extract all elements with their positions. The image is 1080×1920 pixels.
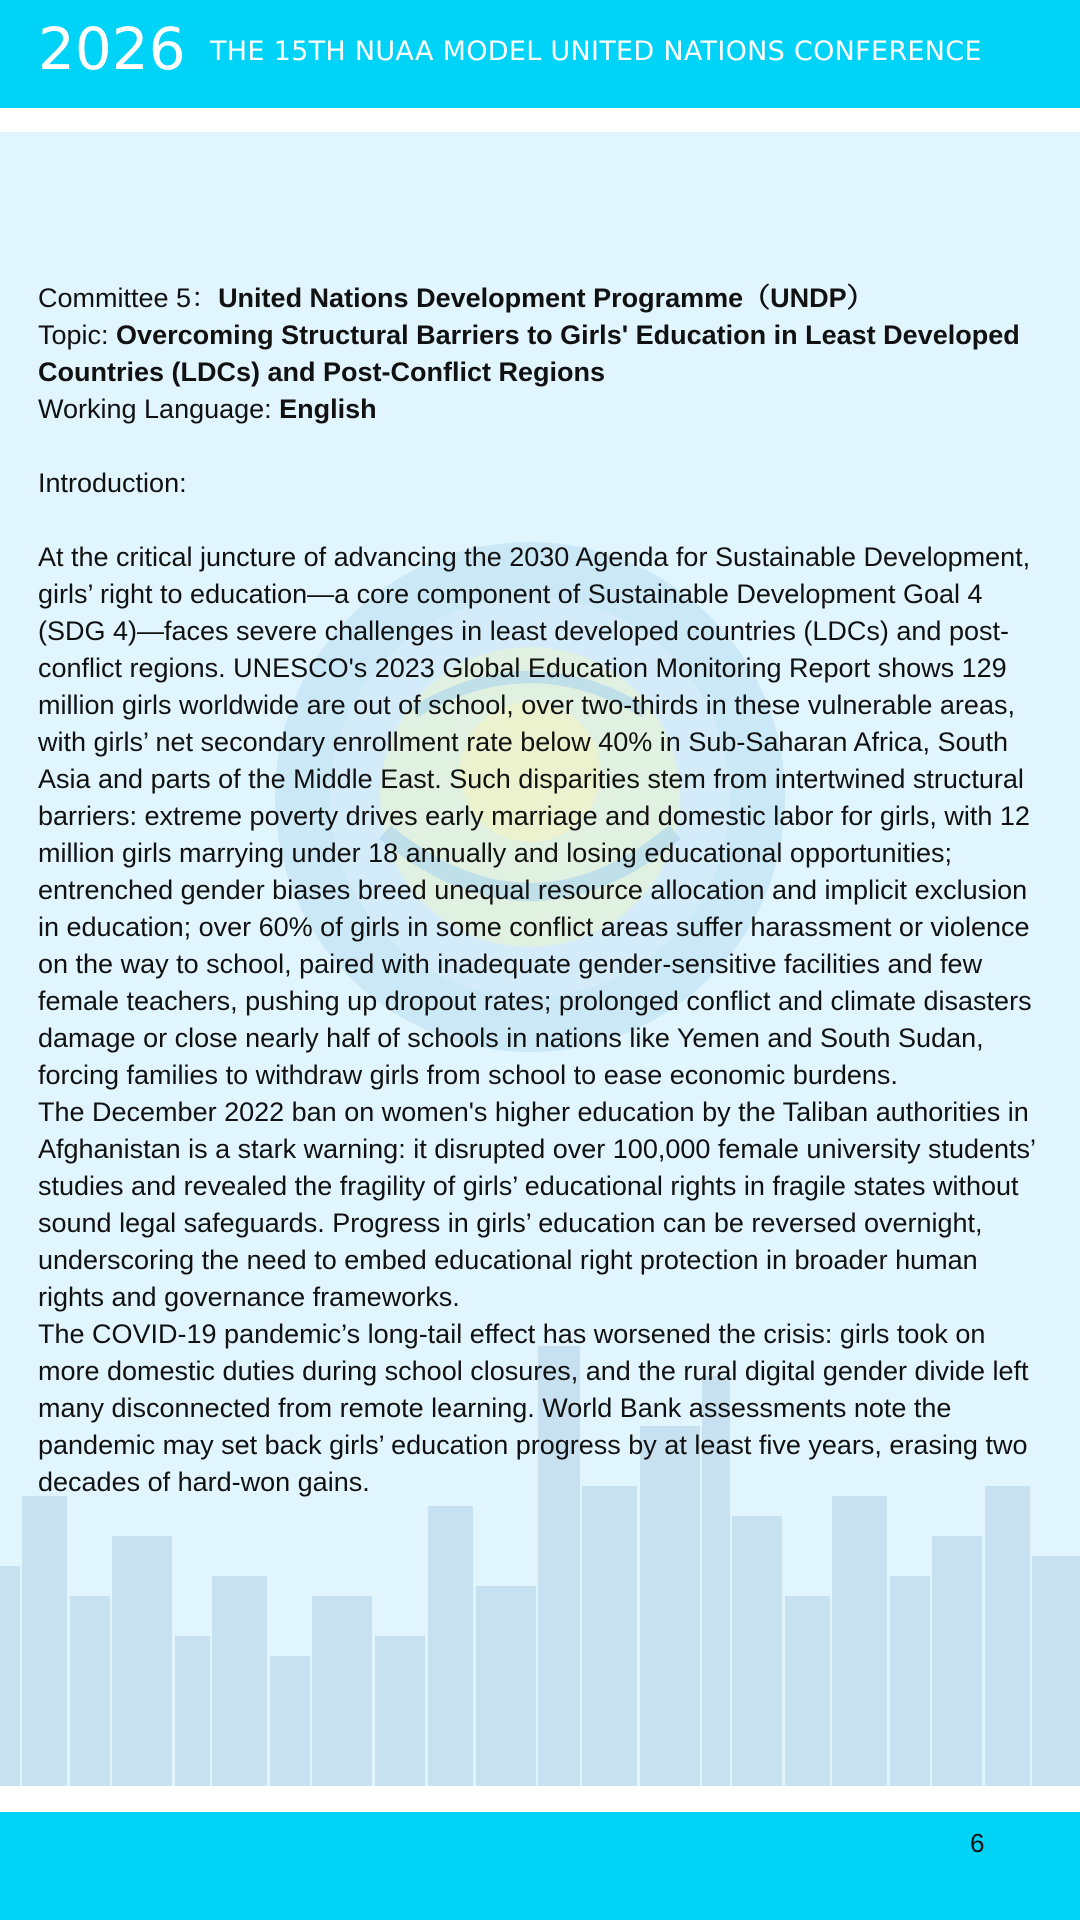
- paragraph-2: The December 2022 ban on women's higher education by the Taliban authorities in Afghanistan is a stark warning: it disrupted over 100,000 female university students’ studies and revealed the fragility of girls’ educational rights in fragile states without sound legal safeguards. Progress in girls’ education can be reversed overnight, underscoring the need to embed educational right protection in broader human rights and governance frameworks.: [38, 1097, 1036, 1312]
- paragraph-1: At the critical juncture of advancing the 2030 Agenda for Sustainable Development, girls’ right to education—a core component of Sustainable Development Goal 4 (SDG 4)—faces severe challenges in least developed countries (LDCs) and post-conflict regions. UNESCO's 2023 Global Education Monitoring Report shows 129 million girls worldwide are out of school, over two-thirds in these vulnerable areas, with girls’ net secondary enrollment rate below 40% in Sub-Saharan Africa, South Asia and parts of the Middle East. Such disparities stem from intertwined structural barriers: extreme poverty drives early marriage and domestic labor for girls, with 12 million girls marrying under 18 annually and losing educational opportunities; entrenched gender biases breed unequal resource allocation and implicit exclusion in education; over 60% of girls in some conflict areas suffer harassment or violence on the way to school, paired with inadequate gender-sensitive facilities and few female teachers, pushing up dropout rates; prolonged conflict and climate disasters damage or close nearly half of schools in nations like Yemen and South Sudan, forcing families to withdraw girls from school to ease economic burdens.: [38, 542, 1032, 1090]
- header-banner: [0, 0, 1080, 108]
- page-number: 6: [970, 1828, 985, 1858]
- topic-line: [38, 317, 1048, 391]
- content-panel: [0, 132, 1080, 1786]
- committee-name: United Nations Development Programme（UNDP）: [218, 283, 874, 313]
- footer-banner: [0, 1812, 1080, 1920]
- language-label: Working Language:: [38, 394, 280, 424]
- conference-title: THE 15TH NUAA MODEL UNITED NATIONS CONFERENCE: [210, 36, 982, 67]
- introduction-heading: Introduction:: [38, 468, 187, 498]
- language-value: English: [279, 394, 377, 424]
- document-body: [38, 280, 1048, 1501]
- topic-label: Topic:: [38, 320, 117, 350]
- paragraph-3: The COVID-19 pandemic’s long-tail effect has worsened the crisis: girls took on more domestic duties during school closures, and the rural digital gender divide left many disconnected from remote learning. World Bank assessments note the pandemic may set back girls’ education progress by at least five years, erasing two decades of hard-won gains.: [38, 1319, 1029, 1497]
- committee-label: Committee 5：: [38, 283, 219, 313]
- committee-line: [38, 280, 1048, 317]
- conference-year: 2026: [38, 15, 186, 83]
- topic-text: Overcoming Structural Barriers to Girls' Education in Least Developed Countries (LDCs) and Post-Conflict Regions: [38, 320, 1020, 387]
- language-line: [38, 391, 1048, 428]
